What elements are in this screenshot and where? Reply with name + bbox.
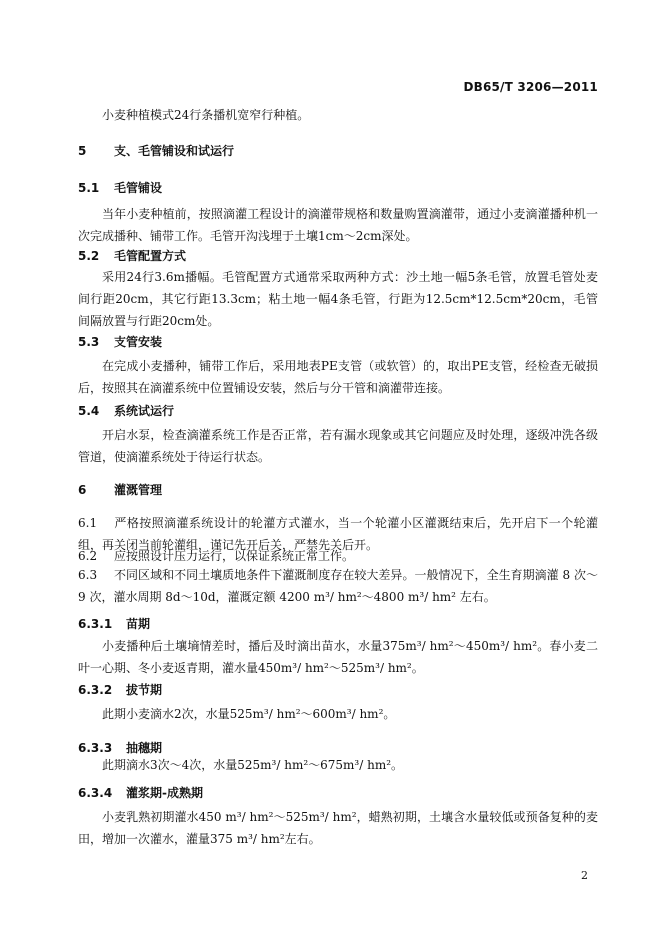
clause-6-3-4-text: 小麦乳熟初期灌水450 m³/ hm²～525m³/ hm²，蜡熟初期，土壤含水量较低或预备复种的麦田，增加一次灌水，灌量375 m³/ hm²左右。 — [78, 810, 598, 846]
section-title: 支、毛管铺设和试运行 — [114, 144, 235, 158]
clause-number: 6.1 — [78, 516, 98, 530]
clause-5-1-text: 当年小麦种植前，按照滴灌工程设计的滴灌带规格和数量购置滴灌带，通过小麦滴灌播种机一次完成播种、铺带工作。毛管开沟浅埋于土壤1cm～2cm深处。 — [78, 207, 598, 243]
clause-title: 灌浆期-成熟期 — [126, 786, 203, 800]
clause-number: 6.3.2 — [78, 683, 113, 697]
clause-title: 毛管铺设 — [114, 181, 163, 195]
clause-number: 6.3.4 — [78, 786, 113, 800]
clause-6-3-4-heading — [78, 784, 203, 801]
clause-number: 6.3.1 — [78, 617, 113, 631]
clause-5-3-heading — [78, 333, 162, 350]
clause-text: 严格按照滴灌系统设计的轮灌方式灌水，当一个轮灌小区灌溉结束后，先开启下一个轮灌组，再关闭当前轮灌组，谨记先开后关，严禁先关后开。 — [78, 516, 598, 552]
clause-6-3-2-text: 此期小麦滴水2次，水量525m³/ hm²～600m³/ hm²。 — [102, 707, 396, 721]
section-title: 灌溉管理 — [114, 483, 163, 497]
section-5-heading — [78, 142, 234, 159]
clause-number: 5.2 — [78, 249, 100, 263]
section-6-heading — [78, 481, 162, 498]
clause-6-3-3-text: 此期滴水3次～4次，水量525m³/ hm²～675m³/ hm²。 — [102, 758, 404, 772]
page-number: 2 — [581, 869, 588, 882]
clause-number: 5.3 — [78, 335, 100, 349]
clause-number: 5.1 — [78, 181, 100, 195]
clause-6-3-1-heading — [78, 615, 150, 632]
clause-6-3-1-text: 小麦播种后土壤墒情差时，播后及时滴出苗水，水量375m³/ hm²～450m³/ hm²。春小麦二叶一心期、冬小麦返青期，灌水量450m³/ hm²～525m³/ hm²。 — [78, 639, 598, 675]
clause-title: 苗期 — [126, 617, 151, 631]
clause-6-3-2-heading — [78, 681, 162, 698]
clause-text: 应按照设计压力运行，以保证系统正常工作。 — [114, 549, 355, 563]
clause-title: 毛管配置方式 — [114, 249, 187, 263]
clause-number: 5.4 — [78, 404, 100, 418]
intro-paragraph: 小麦种植模式24行条播机宽窄行种植。 — [102, 108, 310, 122]
document-code: DB65/T 3206—2011 — [463, 80, 598, 94]
clause-5-3-text: 在完成小麦播种，铺带工作后，采用地表PE支管（或软管）的，取出PE支管，经检查无破损后，按照其在滴灌系统中位置铺设安装，然后与分干管和滴灌带连接。 — [78, 359, 598, 395]
clause-5-4-heading — [78, 402, 174, 419]
clause-number: 6.2 — [78, 549, 98, 563]
section-number: 6 — [78, 483, 87, 497]
clause-5-1-heading — [78, 179, 162, 196]
clause-5-4-text: 开启水泵，检查滴灌系统工作是否正常，若有漏水现象或其它问题应及时处理，逐级冲洗各级管道，使滴灌系统处于待运行状态。 — [78, 428, 598, 464]
clause-5-2-text: 采用24行3.6m播幅。毛管配置方式通常采取两种方式：沙土地一幅5条毛管，放置毛管处麦间行距20cm，其它行距13.3cm；粘土地一幅4条毛管，行距为12.5cm*12.5cm*20cm，毛管间隔放置与行距20cm处。 — [78, 270, 598, 328]
clause-number: 6.3.3 — [78, 741, 113, 755]
clause-5-2-heading — [78, 247, 186, 264]
clause-title: 拔节期 — [126, 683, 163, 697]
section-number: 5 — [78, 144, 87, 158]
clause-6-3 — [78, 564, 598, 608]
clause-title: 支管安装 — [114, 335, 163, 349]
clause-text: 不同区域和不同土壤质地条件下灌溉制度存在较大差异。一般情况下，全生育期滴灌 8 次～9 次，灌水周期 8d～10d，灌溉定额 4200 m³/ hm²～4800 m³/ hm² 左右。 — [78, 568, 598, 604]
clause-title: 抽穗期 — [126, 741, 163, 755]
clause-title: 系统试运行 — [114, 404, 175, 418]
clause-number: 6.3 — [78, 568, 98, 582]
